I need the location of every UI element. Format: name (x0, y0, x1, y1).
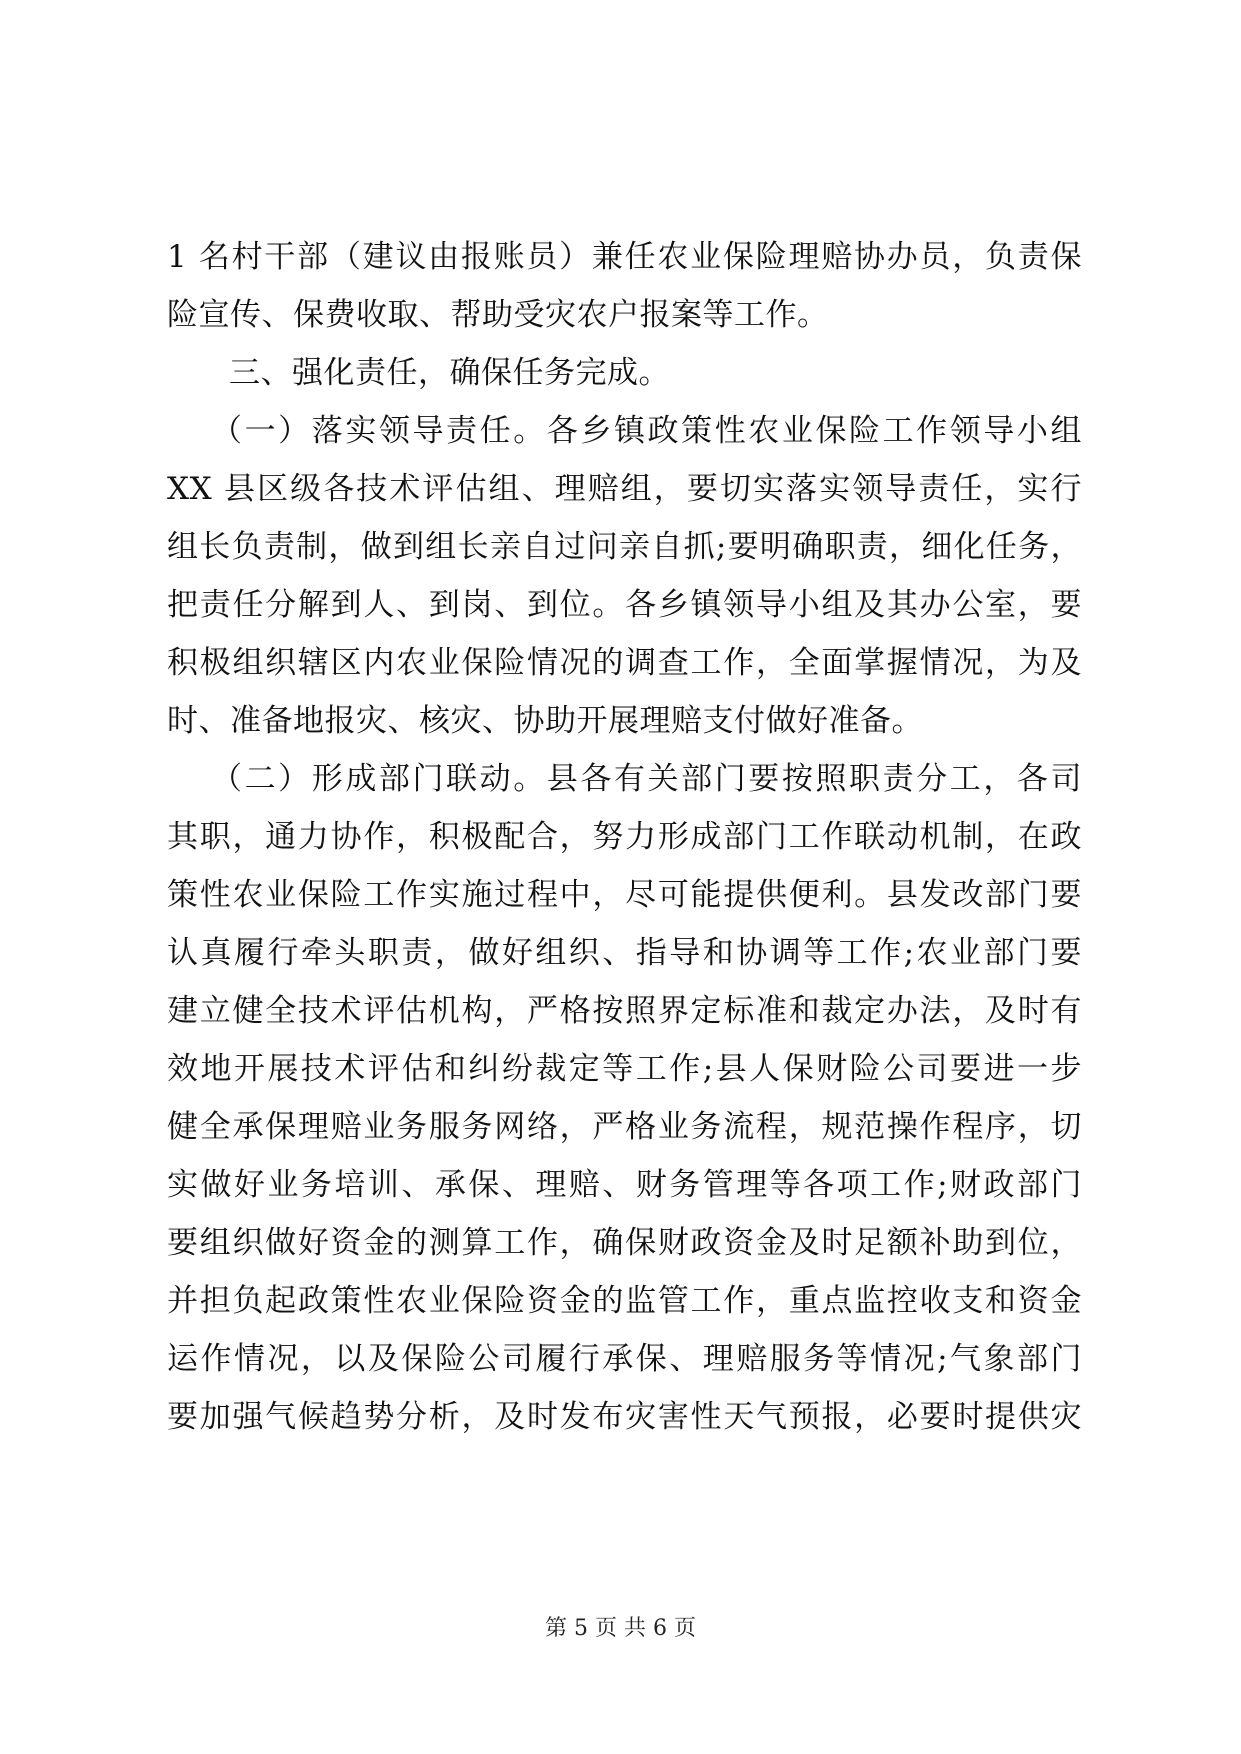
text-line: XX 县区级各技术评估组、理赔组，要切实落实领导责任，实行 (167, 471, 1082, 507)
text-line: 积极组织辖区内农业保险情况的调查工作，全面掌握情况，为及 (167, 645, 1082, 681)
paragraph-start-line: （二）形成部门联动。县各有关部门要按照职责分工，各司 (211, 761, 1082, 797)
text-line: 并担负起政策性农业保险资金的监管工作，重点监控收支和资金 (167, 1283, 1082, 1319)
page-number-footer: 第 5 页 共 6 页 (545, 1616, 696, 1641)
section-heading: 三、强化责任，确保任务完成。 (229, 355, 670, 391)
paragraph-start-line: （一）落实领导责任。各乡镇政策性农业保险工作领导小组 (211, 413, 1082, 449)
text-line: 要加强气候趋势分析，及时发布灾害性天气预报，必要时提供灾 (167, 1399, 1082, 1435)
text-line: 险宣传、保费收取、帮助受灾农户报案等工作。 (167, 297, 829, 333)
text-line: 效地开展技术评估和纠纷裁定等工作;县人保财险公司要进一步 (167, 1051, 1082, 1087)
text-line: 其职，通力协作，积极配合，努力形成部门工作联动机制，在政 (167, 819, 1082, 855)
text-line: 要组织做好资金的测算工作，确保财政资金及时足额补助到位， (167, 1225, 1082, 1261)
text-line: 策性农业保险工作实施过程中，尽可能提供便利。县发改部门要 (167, 877, 1082, 913)
body-text (167, 228, 1082, 1446)
text-line: 1 名村干部（建议由报账员）兼任农业保险理赔协办员，负责保 (167, 239, 1082, 275)
text-line: 健全承保理赔业务服务网络，严格业务流程，规范操作程序，切 (167, 1109, 1082, 1145)
text-line: 实做好业务培训、承保、理赔、财务管理等各项工作;财政部门 (167, 1167, 1082, 1203)
text-line: 运作情况，以及保险公司履行承保、理赔服务等情况;气象部门 (167, 1341, 1082, 1377)
text-line: 建立健全技术评估机构，严格按照界定标准和裁定办法，及时有 (167, 993, 1082, 1029)
text-line: 认真履行牵头职责，做好组织、指导和协调等工作;农业部门要 (167, 935, 1082, 971)
text-line: 组长负责制，做到组长亲自过问亲自抓;要明确职责，细化任务， (167, 529, 1082, 565)
text-line: 把责任分解到人、到岗、到位。各乡镇领导小组及其办公室，要 (167, 587, 1082, 623)
text-line: 时、准备地报灾、核灾、协助开展理赔支付做好准备。 (167, 703, 923, 739)
